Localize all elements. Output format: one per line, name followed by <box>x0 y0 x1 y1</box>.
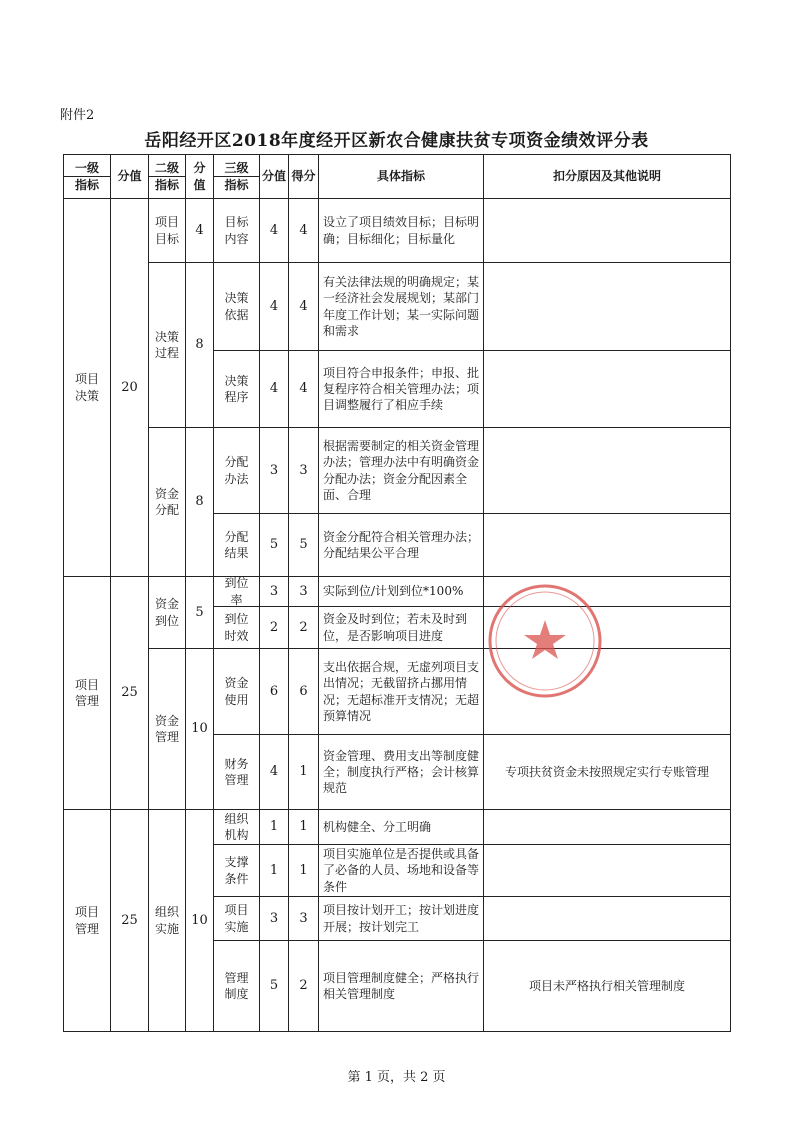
level3-score: 5 <box>269 978 279 994</box>
level3-name: 目标 内容 <box>224 215 249 246</box>
level2-name: 资金 管理 <box>154 713 179 744</box>
header-level1: 一级 指标 <box>74 161 99 192</box>
page-footer: 第 1 页，共 2 页 <box>347 1070 446 1085</box>
level3-score: 4 <box>269 298 279 314</box>
score-got: 3 <box>299 583 308 599</box>
level2-name: 资金 分配 <box>154 486 179 517</box>
detail-text: 实际到位/计划到位*100% <box>323 584 464 599</box>
remark-text <box>484 199 730 262</box>
score-got: 2 <box>299 619 308 635</box>
detail-text: 设立了项目绩效目标；目标明确；目标细化；目标量化 <box>323 215 480 246</box>
detail-text: 资金及时到位；若未及时到位，是否影响项目进度 <box>323 612 468 643</box>
level2-name: 决策 过程 <box>154 329 179 360</box>
header-got: 得分 <box>291 169 316 184</box>
level2-name: 资金 到位 <box>154 597 179 628</box>
page-title: 岳阳经开区2018年度经开区新农合健康扶贫专项资金绩效评分表 <box>144 131 649 151</box>
score-got: 6 <box>299 683 308 699</box>
level2-score: 5 <box>195 604 204 620</box>
level3-name: 支撑 条件 <box>224 855 249 886</box>
remark-text <box>484 428 730 513</box>
header-remark: 扣分原因及其他说明 <box>552 169 661 184</box>
level3-score: 4 <box>269 222 279 238</box>
level3-name: 组织 机构 <box>224 811 249 842</box>
level1-name: 项目 管理 <box>74 677 99 708</box>
level3-score: 2 <box>269 619 279 635</box>
level3-score: 3 <box>269 462 279 478</box>
remark-text: 项目未严格执行相关管理制度 <box>528 978 685 993</box>
level3-score: 1 <box>269 819 279 835</box>
score-got: 1 <box>299 862 308 878</box>
remark-text: 专项扶贫资金未按照规定实行专账管理 <box>504 764 709 779</box>
level3-name: 决策 程序 <box>224 373 249 404</box>
level3-score: 4 <box>269 381 279 397</box>
score-got: 4 <box>299 381 308 397</box>
remark-text <box>484 897 730 940</box>
remark-text <box>484 845 730 896</box>
level2-score: 8 <box>195 337 204 353</box>
score-got: 5 <box>299 537 308 553</box>
level3-name: 分配 结果 <box>224 529 249 560</box>
header-detail: 具体指标 <box>376 169 425 184</box>
level3-score: 5 <box>269 537 279 553</box>
level3-name: 到位 时效 <box>224 612 249 643</box>
level3-score: 1 <box>269 862 279 878</box>
detail-text: 根据需要制定的相关资金管理办法；管理办法中有明确资金分配办法；资金分配因素全面、合理 <box>323 439 480 502</box>
score-table <box>63 154 730 1031</box>
level1-score: 25 <box>121 912 138 928</box>
level3-name: 到位 率 <box>224 576 249 607</box>
score-got: 1 <box>299 819 308 835</box>
remark-text <box>484 810 730 844</box>
level3-name: 财务 管理 <box>224 756 249 787</box>
level3-name: 资金 使用 <box>224 676 249 707</box>
score-got: 2 <box>299 978 308 994</box>
score-got: 1 <box>299 764 308 780</box>
detail-text: 项目按计划开工；按计划进度开展；按计划完工 <box>323 903 480 934</box>
score-got: 4 <box>299 298 308 314</box>
level3-score: 3 <box>269 583 279 599</box>
company-seal <box>486 582 604 700</box>
level3-score: 3 <box>269 910 279 926</box>
level1-score: 20 <box>121 379 138 395</box>
detail-text: 项目符合申报条件；申报、批复程序符合相关管理办法；项目调整履行了相应手续 <box>323 365 480 413</box>
level3-score: 6 <box>269 683 279 699</box>
detail-text: 资金管理、费用支出等制度健全；制度执行严格；会计核算规范 <box>323 748 480 796</box>
header-score2: 分值 <box>193 161 206 192</box>
score-got: 3 <box>299 910 308 926</box>
level1-name: 项目 管理 <box>74 905 99 936</box>
detail-text: 机构健全、分工明确 <box>323 819 432 834</box>
header-level3: 三级 指标 <box>224 161 249 192</box>
detail-text: 项目实施单位是否提供或具备了必备的人员、场地和设备等条件 <box>323 847 480 894</box>
remark-text <box>484 263 730 350</box>
header-score1: 分值 <box>117 169 142 184</box>
header-level2: 二级 指标 <box>154 161 179 192</box>
level1-name: 项目 决策 <box>74 372 99 403</box>
level2-score: 10 <box>191 912 208 928</box>
level2-name: 组织 实施 <box>154 905 179 936</box>
level3-name: 管理 制度 <box>224 970 249 1001</box>
detail-text: 支出依据合规，无虚列项目支出情况；无截留挤占挪用情况；无超标准开支情况；无超预算情况 <box>323 660 480 723</box>
detail-text: 有关法律法规的明确规定；某一经济社会发展规划；某部门年度工作计划；某一实际问题和需求 <box>323 275 480 338</box>
remark-text <box>484 514 730 576</box>
remark-text <box>484 351 730 427</box>
level2-score: 10 <box>191 721 208 737</box>
level2-score: 8 <box>195 494 204 510</box>
level3-name: 决策 依据 <box>224 291 249 322</box>
level2-score: 4 <box>195 222 204 238</box>
detail-text: 资金分配符合相关管理办法；分配结果公平合理 <box>323 529 480 560</box>
score-got: 3 <box>299 462 308 478</box>
level3-score: 4 <box>269 764 279 780</box>
attachment-label: 附件2 <box>60 108 95 123</box>
header-score3: 分值 <box>262 169 287 184</box>
detail-text: 项目管理制度健全；严格执行相关管理制度 <box>323 970 480 1001</box>
score-got: 4 <box>299 222 308 238</box>
level3-name: 项目 实施 <box>224 903 249 934</box>
level3-name: 分配 办法 <box>224 455 249 486</box>
level2-name: 项目 目标 <box>154 215 179 246</box>
level1-score: 25 <box>121 685 138 701</box>
